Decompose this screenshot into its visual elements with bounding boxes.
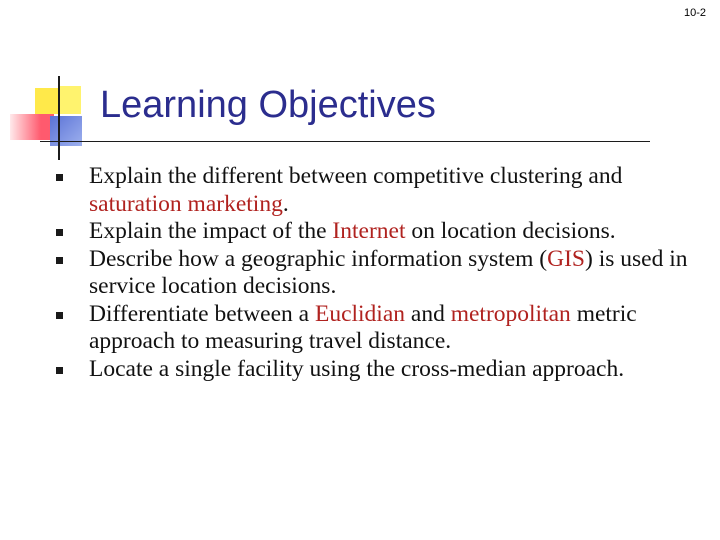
objective-text: on location decisions.	[405, 218, 616, 244]
square-bullet-icon	[56, 312, 63, 319]
decor-yellow-square	[35, 88, 59, 114]
page-number: 10-2	[683, 7, 706, 19]
decor-vertical-line	[58, 76, 60, 160]
objective-text: and	[405, 300, 451, 327]
objective-text: .	[282, 190, 289, 217]
objective-text: Differentiate between a	[89, 300, 315, 327]
objective-text: Explain the different between competitive clustering and	[89, 163, 623, 189]
highlighted-term: GIS	[547, 245, 585, 272]
title-underline	[40, 141, 650, 142]
decor-light-yellow-square	[59, 86, 81, 114]
square-bullet-icon	[56, 367, 63, 374]
square-bullet-icon	[56, 229, 63, 236]
square-bullet-icon	[56, 257, 63, 264]
highlighted-term: Internet	[332, 218, 406, 244]
objective-item	[56, 246, 696, 301]
objective-text: metric approach to measuring travel distance.	[89, 300, 637, 354]
objective-text: Explain the impact of the	[89, 218, 333, 244]
objective-item	[56, 163, 696, 218]
objectives-list	[56, 163, 696, 383]
objective-text: Describe how a geographic information system (	[89, 245, 548, 272]
square-bullet-icon	[56, 174, 63, 181]
objective-text: ) is used in service location decisions.	[89, 245, 688, 299]
objective-item	[56, 218, 696, 246]
highlighted-term: metropolitan	[450, 300, 571, 327]
objective-item	[56, 356, 696, 384]
objective-text: Locate a single facility using the cross-median approach.	[89, 355, 625, 382]
decor-red-square	[10, 114, 54, 140]
highlighted-term: saturation marketing	[89, 190, 283, 217]
slide-title: Learning Objectives	[100, 84, 436, 126]
highlighted-term: Euclidian	[314, 300, 406, 327]
objective-item	[56, 301, 696, 356]
